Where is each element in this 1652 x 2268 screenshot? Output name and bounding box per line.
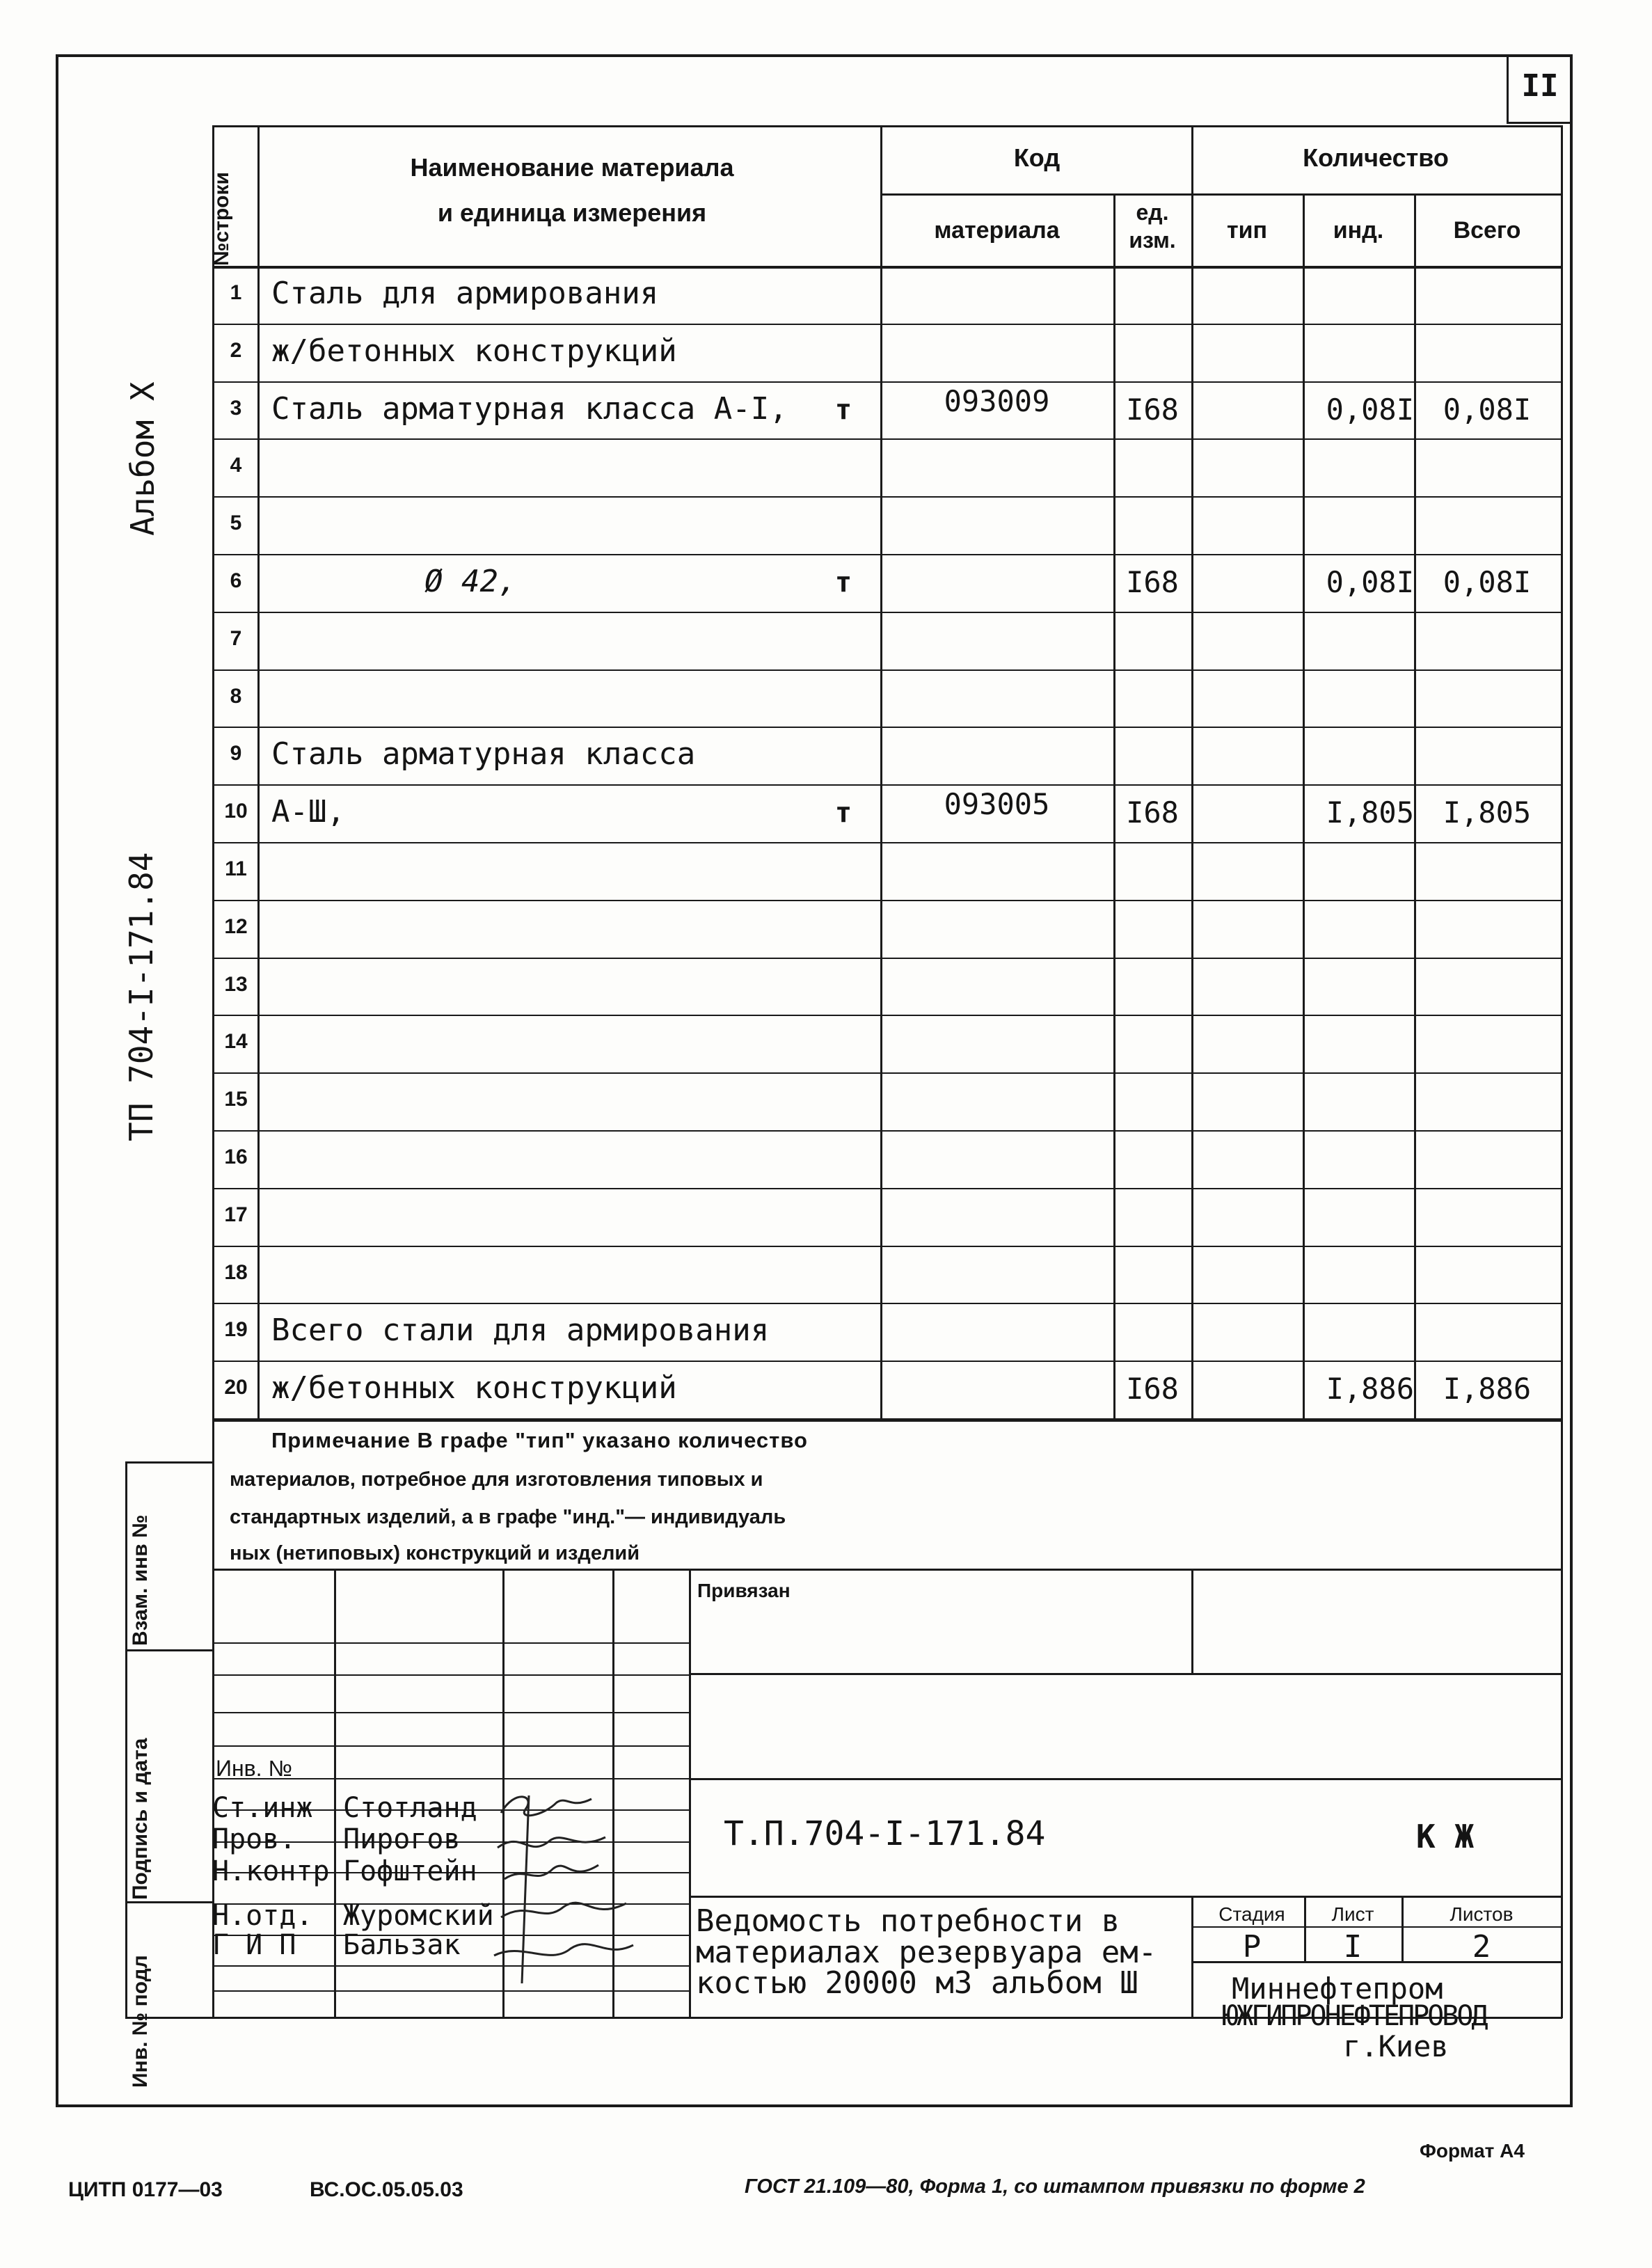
header-row-no: №строки <box>210 172 233 266</box>
row-total: I,805 <box>1443 795 1532 830</box>
row-line-13 <box>212 1015 1562 1016</box>
row-line-6 <box>212 612 1562 613</box>
row-ind: 0,08I <box>1326 565 1414 599</box>
row-name: Сталь арматурная класса А-I, <box>271 391 788 427</box>
org-2: ЮЖГИПРОНЕФТЕПРОВОД <box>1222 2000 1486 2032</box>
stamp-col-5 <box>1191 1569 1193 1673</box>
row-number: 18 <box>224 1261 248 1284</box>
sheets-label: Листов <box>1450 1903 1514 1925</box>
table-top-line <box>212 125 1562 127</box>
org-3: г.Киев <box>1343 2029 1449 2063</box>
col-line-type <box>1191 125 1193 1420</box>
stamp-role-4: Н.отд. <box>212 1900 313 1932</box>
stamp-label-signature-date: Подпись и дата <box>129 1738 152 1900</box>
stamp-row-2 <box>212 1712 689 1713</box>
doc-title-3: костью 20000 м3 альбом Ш <box>696 1965 1138 2001</box>
frame-top <box>56 54 1573 57</box>
row-line-7 <box>212 669 1562 671</box>
stamp-name-4: Журомский <box>343 1900 494 1932</box>
row-number: 2 <box>230 339 242 362</box>
row-unit-symbol: т <box>835 797 852 829</box>
stamp-name-2: Пирогов <box>343 1823 461 1855</box>
doc-title-1: Ведомость потребности в <box>696 1903 1120 1939</box>
row-line-3 <box>212 438 1562 440</box>
side-strip-div2 <box>125 1901 214 1903</box>
stamp-role-1: Ст.инж <box>212 1792 313 1824</box>
header-quantity: Количество <box>1303 143 1449 172</box>
sheet-value: I <box>1343 1929 1363 1965</box>
row-line-4 <box>212 496 1562 498</box>
row-name: ж/бетонных конструкций <box>271 1370 677 1406</box>
row-number: 1 <box>230 281 242 304</box>
sheet-label: Лист <box>1331 1903 1374 1925</box>
row-unit: I68 <box>1126 392 1179 427</box>
stamp-right-block-line <box>1191 1896 1193 2017</box>
row-number: 6 <box>230 569 242 592</box>
frame-left <box>56 54 58 2107</box>
row-number: 16 <box>224 1145 248 1168</box>
row-ind: 0,08I <box>1326 392 1414 427</box>
row-number: 19 <box>224 1318 248 1341</box>
note-line-3: стандартных изделий, а в графе "инд."— индивидуаль <box>230 1506 786 1528</box>
stamp-role-3: Н.контр <box>212 1855 330 1887</box>
row-number: 12 <box>224 915 248 938</box>
row-line-1 <box>212 324 1562 325</box>
row-number: 10 <box>224 800 248 823</box>
stamp-top-line <box>212 1569 1562 1571</box>
row-line-11 <box>212 900 1562 901</box>
sheet-box-bottom <box>1507 122 1573 124</box>
album-label: Альбом X <box>124 381 161 536</box>
row-line-5 <box>212 554 1562 555</box>
row-code: 093005 <box>944 787 1050 821</box>
footer-left-1: ЦИТП 0177—03 <box>68 2178 223 2201</box>
doc-title-2: материалах резервуара ем- <box>696 1935 1157 1970</box>
side-strip-top <box>125 1461 214 1464</box>
header-total: Всего <box>1453 217 1521 244</box>
row-unit: I68 <box>1126 565 1179 599</box>
row-total: 0,08I <box>1443 392 1532 427</box>
header-ind: инд. <box>1333 217 1384 244</box>
row-line-9 <box>212 784 1562 786</box>
row-name: А-Ш, <box>271 794 345 830</box>
row-line-8 <box>212 727 1562 728</box>
header-code: Код <box>1013 143 1061 172</box>
signatures-image <box>487 1782 647 1990</box>
stamp-row-11 <box>212 1990 689 1992</box>
row-line-10 <box>212 842 1562 843</box>
row-line-18 <box>212 1303 1562 1304</box>
stamp-row-1 <box>212 1674 689 1676</box>
header-unit-1: ед. <box>1136 200 1169 225</box>
row-number: 13 <box>224 973 248 996</box>
row-name: Всего стали для армирования <box>271 1313 770 1348</box>
project-code-side: ТП 704-I-171.84 <box>122 852 160 1141</box>
row-number: 8 <box>230 685 242 708</box>
stamp-inv-no: Инв. № <box>216 1756 292 1781</box>
row-name: Сталь арматурная класса <box>271 736 696 772</box>
table-right-line <box>1561 125 1563 1420</box>
stamp-row-3 <box>212 1745 689 1747</box>
header-type: тип <box>1226 217 1268 244</box>
header-bottom-line <box>212 266 1562 269</box>
stamp-col-4 <box>689 1569 691 2017</box>
row-number: 14 <box>224 1030 248 1053</box>
row-line-17 <box>212 1246 1562 1247</box>
note-top-line <box>212 1420 1562 1422</box>
row-unit-symbol: т <box>835 566 852 598</box>
sheets-value: 2 <box>1472 1929 1491 1965</box>
row-number: 3 <box>230 397 242 420</box>
sheet-box-left <box>1507 54 1509 124</box>
row-number: 11 <box>225 857 247 880</box>
row-name: ж/бетонных конструкций <box>271 333 677 369</box>
frame-bottom <box>56 2104 1573 2107</box>
row-ind: I,805 <box>1326 795 1414 830</box>
row-number: 20 <box>224 1376 248 1399</box>
header-name-1: Наименование материала <box>410 153 734 182</box>
row-line-12 <box>212 958 1562 959</box>
doc-code: Т.П.704-I-171.84 <box>724 1814 1046 1853</box>
row-line-16 <box>212 1188 1562 1189</box>
row-line-14 <box>212 1072 1562 1074</box>
stamp-col-1 <box>334 1569 336 2017</box>
org-1: Миннефтепром <box>1232 1972 1443 2006</box>
row-number: 15 <box>224 1088 248 1111</box>
stamp-name-1: Стотланд <box>343 1792 477 1824</box>
stamp-privyazan: Привязан <box>697 1580 791 1601</box>
stamp-label-replaced-inv: Взам. инв № <box>129 1514 152 1646</box>
row-number: 5 <box>230 512 242 534</box>
note-line-4: ных (нетиповых) конструкций и изделий <box>230 1542 640 1564</box>
row-total: I,886 <box>1443 1372 1532 1406</box>
stamp-stage-line <box>1191 1926 1562 1928</box>
stamp-right-line <box>1561 1420 1563 2018</box>
row-unit: I68 <box>1126 795 1179 830</box>
side-strip-div1 <box>125 1649 214 1651</box>
note-line-1: Примечание В графе "тип" указано количество <box>271 1428 808 1452</box>
row-total: 0,08I <box>1443 565 1532 599</box>
row-unit: I68 <box>1126 1372 1179 1406</box>
row-line-2 <box>212 381 1562 383</box>
header-unit-2: изм. <box>1129 228 1176 253</box>
stamp-mid-line <box>689 1673 1562 1675</box>
row-number: 4 <box>230 454 242 477</box>
stamp-role-5: Г И П <box>212 1929 296 1961</box>
stage-value: Р <box>1242 1929 1262 1965</box>
stamp-name-5: Бальзак <box>343 1929 461 1961</box>
header-material: материала <box>934 217 1060 244</box>
row-code: 093009 <box>944 384 1050 418</box>
doc-mark: К Ж <box>1416 1818 1475 1855</box>
stamp-doccode-top <box>689 1778 1562 1780</box>
row-number: 7 <box>230 627 242 650</box>
header-name-2: и единица измерения <box>437 198 707 227</box>
note-line-2: материалов, потребное для изготовления типовых и <box>230 1468 763 1491</box>
row-name: Сталь для армирования <box>271 276 659 311</box>
format-label: Формат А4 <box>1420 2140 1525 2162</box>
header-sub-line <box>880 193 1562 196</box>
stamp-title-top <box>689 1896 1562 1898</box>
footer-left-2: ВС.ОС.05.05.03 <box>310 2178 463 2201</box>
col-line-code <box>880 125 882 1420</box>
stamp-label-inv-orig: Инв. № подл <box>129 1955 152 2088</box>
row-number: 17 <box>224 1203 248 1226</box>
row-line-15 <box>212 1130 1562 1132</box>
row-line-19 <box>212 1361 1562 1362</box>
sheet-number: II <box>1521 68 1559 104</box>
col-line-rowno <box>257 125 260 1420</box>
row-name: Ø 42, <box>424 564 517 599</box>
stage-label: Стадия <box>1218 1903 1285 1925</box>
stamp-row-0 <box>212 1642 689 1644</box>
stamp-name-3: Гофштейн <box>343 1855 477 1887</box>
frame-right <box>1570 54 1573 2107</box>
row-unit-symbol: т <box>835 394 852 426</box>
row-number: 9 <box>230 742 242 765</box>
row-ind: I,886 <box>1326 1372 1414 1406</box>
side-strip-left <box>125 1461 127 2018</box>
stamp-role-2: Пров. <box>212 1823 296 1855</box>
footer-right: ГОСТ 21.109—80, Форма 1, со штампом привязки по форме 2 <box>745 2175 1365 2198</box>
